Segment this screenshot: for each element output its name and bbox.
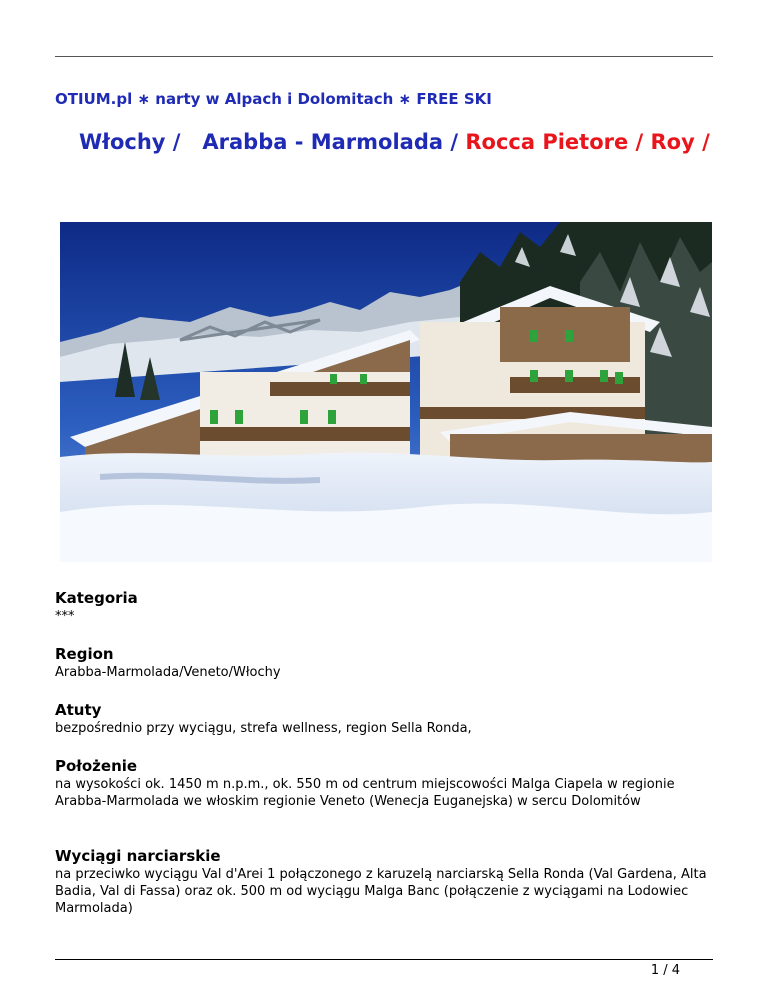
section-text: ***	[55, 609, 75, 624]
section-region	[55, 644, 715, 681]
section-kategoria	[55, 588, 715, 625]
breadcrumb-resort[interactable]: Rocca Pietore /	[465, 130, 644, 154]
section-text: Arabba-Marmolada/Veneto/Włochy	[55, 665, 281, 680]
section-text: na przeciwko wyciągu Val d'Arei 1 połączonego z karuzelą narciarską Sella Ronda (Val Gardena, Alta Badia, Val di Fassa) oraz ok. 500 m od wyciągu Malga Banc (połączenie z wyciągami na Lodowiec Marmolada)	[55, 867, 707, 916]
section-heading: Wyciągi narciarskie	[55, 847, 221, 865]
page-number: 1 / 4	[650, 963, 680, 978]
section-text: na wysokości ok. 1450 m n.p.m., ok. 550 m od centrum miejscowości Malga Ciapela w regionie Arabba-Marmolada we włoskim regionie Veneto (Wenecja Euganejska) w sercu Dolomitów	[55, 777, 675, 809]
section-heading: Region	[55, 645, 114, 663]
bottom-divider	[55, 959, 713, 960]
section-wyciagi	[55, 846, 715, 917]
section-heading: Atuty	[55, 701, 102, 719]
breadcrumb-hotel[interactable]: Roy /	[650, 130, 710, 154]
top-divider	[55, 56, 713, 57]
breadcrumb-country[interactable]: Włochy /	[79, 130, 181, 154]
section-atuty	[55, 700, 715, 737]
hotel-photo	[60, 222, 712, 562]
breadcrumb-region[interactable]: Arabba - Marmolada /	[202, 130, 459, 154]
section-polozenie	[55, 756, 715, 810]
section-heading: Położenie	[55, 757, 138, 775]
breadcrumb	[55, 128, 715, 156]
site-header[interactable]: OTIUM.pl ∗ narty w Alpach i Dolomitach ∗ FREE SKI	[55, 90, 492, 108]
section-text: bezpośrednio przy wyciągu, strefa wellness, region Sella Ronda,	[55, 721, 472, 736]
section-heading: Kategoria	[55, 589, 138, 607]
